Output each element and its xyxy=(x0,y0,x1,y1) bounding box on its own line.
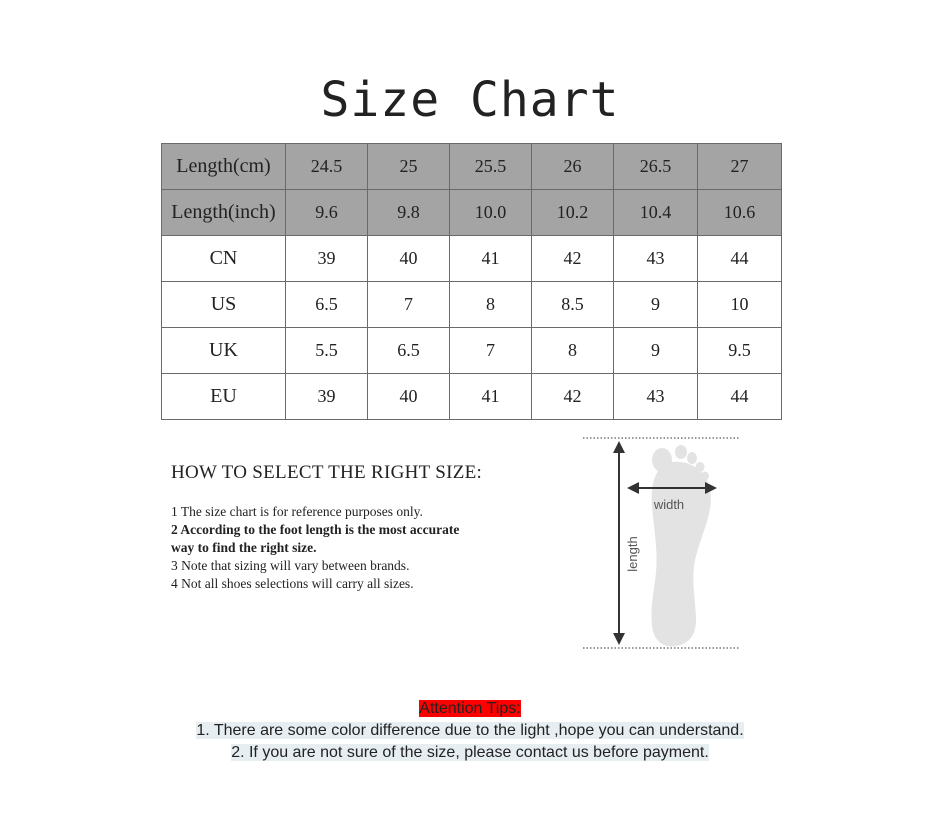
page-title: Size Chart xyxy=(320,72,620,128)
row-label: EU xyxy=(162,374,286,420)
row-label: US xyxy=(162,282,286,328)
table-cell: 42 xyxy=(532,374,614,420)
length-arrow xyxy=(613,441,625,645)
table-cell: 8 xyxy=(532,328,614,374)
table-cell: 9 xyxy=(614,282,698,328)
table-cell: 8.5 xyxy=(532,282,614,328)
table-cell: 25.5 xyxy=(450,144,532,190)
table-cell: 41 xyxy=(450,374,532,420)
row-label: CN xyxy=(162,236,286,282)
row-label: UK xyxy=(162,328,286,374)
list-item: 3 Note that sizing will vary between brands. xyxy=(171,558,410,573)
table-cell: 10.6 xyxy=(698,190,782,236)
table-cell: 10 xyxy=(698,282,782,328)
table-cell: 9.5 xyxy=(698,328,782,374)
table-cell: 39 xyxy=(286,374,368,420)
table-cell: 43 xyxy=(614,374,698,420)
foot-icon xyxy=(651,445,710,646)
row-label: Length(cm) xyxy=(162,144,286,190)
tips-heading: Attention Tips: xyxy=(419,700,521,717)
table-cell: 40 xyxy=(368,374,450,420)
table-cell: 44 xyxy=(698,374,782,420)
width-label: width xyxy=(653,497,685,512)
foot-measurement-diagram xyxy=(580,432,745,657)
table-cell: 41 xyxy=(450,236,532,282)
table-cell: 42 xyxy=(532,236,614,282)
size-chart-table xyxy=(161,143,782,420)
table-cell: 9.8 xyxy=(368,190,450,236)
table-cell: 44 xyxy=(698,236,782,282)
list-item: 4 Not all shoes selections will carry all sizes. xyxy=(171,576,414,591)
table-cell: 8 xyxy=(450,282,532,328)
table-cell: 10.2 xyxy=(532,190,614,236)
table-cell: 9 xyxy=(614,328,698,374)
table-row xyxy=(162,282,782,328)
table-cell: 43 xyxy=(614,236,698,282)
list-item: 1 The size chart is for reference purposes only. xyxy=(171,504,423,519)
howto-list xyxy=(171,503,461,593)
table-row xyxy=(162,144,782,190)
table-cell: 7 xyxy=(368,282,450,328)
table-row xyxy=(162,374,782,420)
list-item: 2 According to the foot length is the most accurate way to find the right size. xyxy=(171,522,460,555)
tip-line: 2. If you are not sure of the size, please contact us before payment. xyxy=(231,744,709,761)
table-row xyxy=(162,328,782,374)
table-row xyxy=(162,190,782,236)
table-cell: 9.6 xyxy=(286,190,368,236)
table-cell: 5.5 xyxy=(286,328,368,374)
length-label: length xyxy=(625,536,640,572)
table-cell: 27 xyxy=(698,144,782,190)
howto-heading: HOW TO SELECT THE RIGHT SIZE: xyxy=(171,462,483,483)
table-cell: 6.5 xyxy=(368,328,450,374)
row-label: Length(inch) xyxy=(162,190,286,236)
table-cell: 26.5 xyxy=(614,144,698,190)
table-cell: 25 xyxy=(368,144,450,190)
attention-tips xyxy=(0,698,932,764)
table-cell: 10.4 xyxy=(614,190,698,236)
table-cell: 40 xyxy=(368,236,450,282)
table-row xyxy=(162,236,782,282)
table-cell: 6.5 xyxy=(286,282,368,328)
table-cell: 10.0 xyxy=(450,190,532,236)
table-cell: 39 xyxy=(286,236,368,282)
table-cell: 24.5 xyxy=(286,144,368,190)
tip-line: 1. There are some color difference due to the light ,hope you can understand. xyxy=(196,722,744,739)
table-cell: 7 xyxy=(450,328,532,374)
table-cell: 26 xyxy=(532,144,614,190)
